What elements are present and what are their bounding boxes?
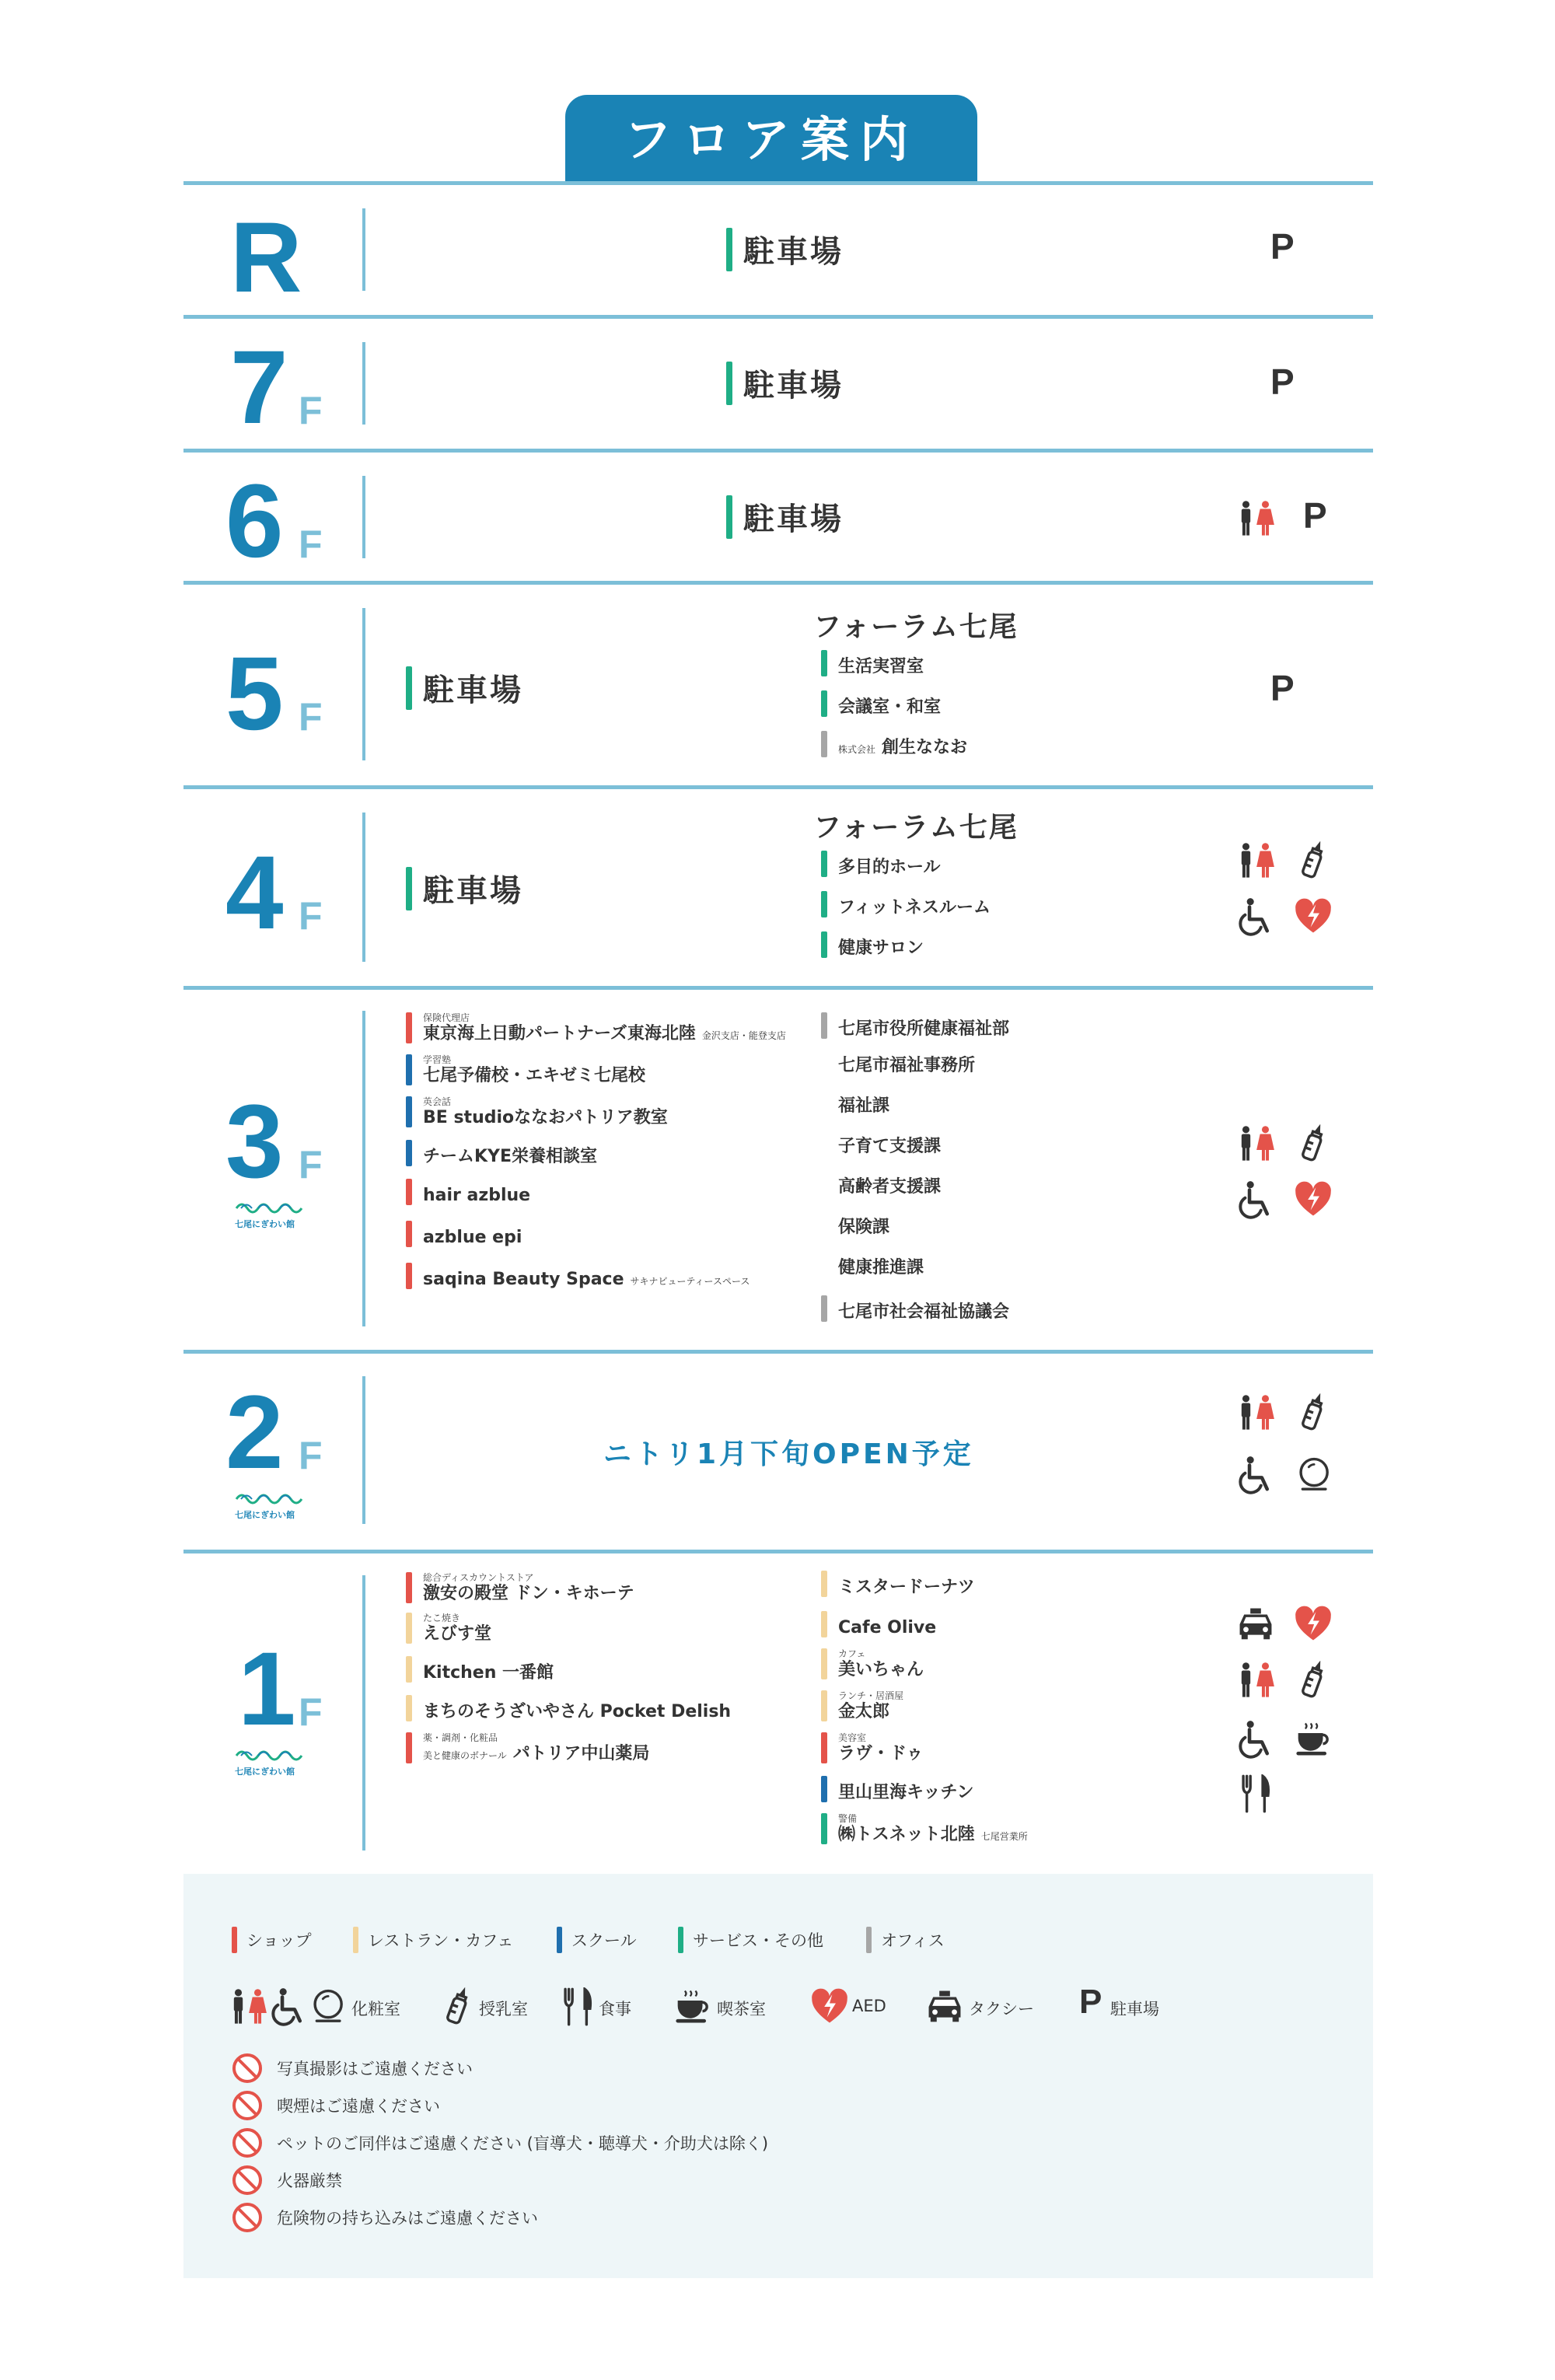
legend-office [866, 1927, 945, 1953]
category-bar [821, 1295, 827, 1322]
floor-label-6f: 6 [225, 463, 284, 579]
7f-parking-label: 駐車場 [743, 368, 844, 404]
vline-6f [362, 476, 365, 558]
item-label: Cafe Olive [838, 1617, 937, 1637]
item-sub: ランチ・居酒屋 [838, 1690, 904, 1702]
item-label: BE studioななおパトリア教室 [423, 1107, 668, 1127]
nitori-notice: ニトリ1月下旬OPEN予定 [603, 1438, 974, 1470]
notice-label: 写真撮影はご遠慮ください [277, 2060, 473, 2078]
taxi-icon [925, 1987, 964, 2026]
3f-left-6 [406, 1221, 522, 1247]
1f-left-4 [406, 1695, 731, 1721]
category-bar [726, 495, 732, 539]
item-label: 生活実習室 [838, 656, 924, 676]
category-bar [821, 731, 827, 757]
coffee-icon [1294, 1720, 1333, 1759]
item-label: 保険課 [838, 1218, 890, 1237]
7f-parking [726, 361, 844, 405]
category-bar [821, 931, 827, 958]
4f-item-1 [821, 851, 941, 877]
category-bar [726, 362, 732, 405]
vline-3f [362, 1011, 365, 1326]
1f-right-5 [821, 1732, 923, 1763]
divider-r [183, 315, 1373, 319]
floor-suffix: F [299, 695, 323, 739]
legend-aed-label: AED [852, 1997, 886, 2015]
4f-item-3 [821, 931, 924, 958]
wheelchair-icon [1236, 897, 1275, 936]
item-label: 七尾予備校・エキゼミ七尾校 [423, 1065, 646, 1085]
category-bar [406, 666, 412, 710]
item-label: 健康サロン [838, 938, 924, 958]
item-label: 美いちゃん [838, 1659, 924, 1679]
parking-icon: P [1079, 1983, 1102, 2021]
3f-right-2 [838, 1056, 975, 1075]
category-bar [821, 1732, 827, 1763]
item-label: フィットネスルーム [838, 897, 991, 917]
vline-4f [362, 813, 365, 962]
item-label: えびす堂 [423, 1623, 492, 1644]
item-label: 創生ななお [882, 737, 968, 757]
restroom-icon [1236, 1124, 1275, 1163]
notice-label: 危険物の持ち込みはご遠慮ください [277, 2209, 538, 2228]
floor-label-7f: 7 [230, 330, 288, 446]
legend-restaurant [353, 1927, 513, 1953]
item-label: azblue epi [423, 1227, 522, 1247]
restroom-icon [1236, 499, 1275, 538]
item-sub: 美容室 [838, 1732, 867, 1744]
category-bar [821, 690, 827, 717]
parking-icon: P [1303, 495, 1327, 536]
parking-icon: P [1270, 362, 1295, 402]
parking-icon: P [1270, 226, 1295, 267]
floor-suffix: F [299, 1434, 323, 1477]
legend-nursing-label: 授乳室 [479, 2000, 528, 2018]
item-suffix: サキナビューティースペース [630, 1275, 750, 1287]
floor-label-5f: 5 [225, 636, 284, 752]
office-prefix: 株式会社 [838, 743, 876, 755]
nursing-room-icon [1294, 1124, 1333, 1163]
notice-label: ペットのご同伴はご遠慮ください (盲導犬・聴導犬・介助犬は除く) [277, 2134, 769, 2153]
no-hazardous-icon [232, 2202, 263, 2233]
5f-parking-label: 駐車場 [423, 673, 523, 708]
divider-5f [183, 785, 1373, 789]
legend-shop [232, 1927, 312, 1953]
1f-right-6 [821, 1776, 973, 1802]
category-bar [406, 1263, 412, 1289]
wheelchair-icon [1236, 1456, 1275, 1494]
powder-room-icon [308, 1987, 347, 2026]
item-sub: 保険代理店 [423, 1012, 470, 1024]
item-sub: 警備 [838, 1813, 858, 1825]
item-label: Kitchen 一番館 [423, 1662, 554, 1683]
1f-left-2 [406, 1613, 491, 1644]
3f-left-7 [406, 1263, 750, 1289]
restaurant-icon [1236, 1774, 1275, 1813]
3f-left-3 [406, 1096, 668, 1127]
vline-2f [362, 1376, 365, 1524]
floor-label-r: R [230, 202, 302, 313]
category-bar [821, 851, 827, 877]
category-bar [557, 1927, 562, 1953]
item-sub: カフェ [838, 1648, 866, 1660]
category-bar [678, 1927, 683, 1953]
6f-parking-label: 駐車場 [743, 502, 844, 537]
item-label: 子育て支援課 [838, 1137, 942, 1156]
category-bar [821, 1571, 827, 1597]
3f-right-1 [821, 1012, 1009, 1039]
item-label: まちのそうざいやさん Pocket Delish [423, 1701, 732, 1721]
floor-label-3f: 3 [225, 1084, 284, 1200]
powder-room-icon [1294, 1456, 1333, 1494]
category-bar [406, 1613, 412, 1644]
aed-icon [1294, 1605, 1333, 1644]
floor-suffix: F [299, 522, 323, 566]
restroom-icon [1236, 1393, 1275, 1432]
item-label: パトリア中山薬局 [512, 1743, 650, 1763]
item-label: チームKYE栄養相談室 [423, 1146, 598, 1166]
floor-suffix: F [299, 389, 323, 432]
3f-left-2 [406, 1054, 645, 1085]
category-bar [406, 867, 412, 910]
3f-right-6 [838, 1218, 889, 1237]
3f-right-3 [838, 1096, 889, 1116]
page-title: フロア案内 [565, 95, 977, 185]
item-sub: 総合ディスカウントストア [423, 1572, 534, 1584]
divider-2f [183, 1550, 1373, 1553]
divider-top [183, 181, 1373, 185]
vline-r [362, 208, 365, 291]
item-suffix: 七尾営業所 [980, 1830, 1028, 1842]
legend-label: サービス・その他 [693, 1931, 823, 1950]
category-bar [232, 1927, 237, 1953]
3f-right-5 [838, 1177, 941, 1197]
category-bar [821, 1611, 827, 1637]
item-label: ラヴ・ドゥ [838, 1743, 924, 1763]
item-label: ミスタードーナツ [838, 1577, 975, 1597]
6f-parking [726, 495, 844, 539]
3f-left-1 [406, 1012, 786, 1043]
item-sub: たこ焼き [423, 1613, 461, 1624]
no-fire-icon [232, 2165, 263, 2196]
category-bar [406, 1140, 412, 1166]
1f-right-1 [821, 1571, 975, 1597]
floor-suffix: F [299, 1690, 323, 1734]
item-label: 金太郎 [838, 1701, 890, 1721]
nursing-room-icon [439, 1987, 477, 2026]
4f-forum-title: フォーラム七尾 [813, 812, 1019, 844]
nursing-room-icon [1294, 1661, 1333, 1700]
floor-label-2f: 2 [225, 1375, 284, 1491]
nigiwaikan-logo-text: 七尾にぎわい館 [235, 1219, 295, 1229]
category-bar [726, 228, 732, 271]
3f-right-7 [838, 1258, 924, 1277]
item-label: ㈱トスネット北陸 [838, 1824, 975, 1844]
divider-7f [183, 449, 1373, 453]
item-label: 七尾市役所健康福祉部 [838, 1019, 1010, 1039]
4f-item-2 [821, 891, 991, 917]
item-prefix: 美と健康のボナール [423, 1749, 507, 1761]
divider-3f [183, 1350, 1373, 1354]
legend-restroom-label: 化粧室 [351, 2000, 400, 2018]
category-bar [821, 891, 827, 917]
notice-no-hazardous [232, 2202, 538, 2233]
category-bar [406, 1054, 412, 1085]
parking-icon: P [1270, 668, 1295, 708]
legend-cafe-label: 喫茶室 [717, 2000, 766, 2018]
item-sub: 薬・調剤・化粧品 [423, 1732, 498, 1744]
wheelchair-icon [269, 1987, 308, 2026]
vline-5f [362, 608, 365, 760]
category-bar [821, 1648, 827, 1679]
floor-label-4f: 4 [225, 835, 284, 951]
item-label: 七尾市社会福祉協議会 [838, 1302, 1010, 1322]
item-label: 東京海上日動パートナーズ東海北陸 [423, 1023, 696, 1043]
4f-parking [406, 866, 523, 910]
3f-left-5 [406, 1179, 530, 1205]
aed-icon [810, 1987, 849, 2026]
3f-left-4 [406, 1140, 597, 1166]
5f-item-2 [821, 690, 941, 717]
divider-4f [183, 986, 1373, 990]
legend-label: ショップ [246, 1931, 312, 1950]
restroom-icon [1236, 1661, 1275, 1700]
category-bar [406, 1221, 412, 1247]
5f-item-1 [821, 650, 924, 676]
floor-suffix: F [299, 1143, 323, 1187]
notice-no-pets [232, 2127, 768, 2158]
category-bar [353, 1927, 358, 1953]
item-suffix: 金沢支店・能登支店 [701, 1029, 786, 1041]
item-sub: 学習塾 [423, 1054, 452, 1066]
item-label: 福祉課 [838, 1096, 890, 1116]
3f-right-8 [821, 1295, 1009, 1322]
5f-item-3 [821, 731, 967, 757]
1f-left-5 [406, 1732, 649, 1763]
1f-left-1 [406, 1572, 634, 1603]
4f-parking-label: 駐車場 [423, 873, 523, 909]
r-parking [726, 227, 844, 271]
floor-suffix: F [299, 894, 323, 938]
1f-right-3 [821, 1648, 924, 1679]
1f-right-2 [821, 1611, 936, 1637]
item-label: 多目的ホール [838, 857, 941, 877]
category-bar [821, 1690, 827, 1721]
legend-parking-label: 駐車場 [1110, 2000, 1159, 2018]
item-label: 健康推進課 [838, 1258, 924, 1277]
legend-meal-label: 食事 [599, 2000, 631, 2018]
vline-7f [362, 342, 365, 425]
item-label: saqina Beauty Space [423, 1269, 624, 1289]
vline-1f [362, 1575, 365, 1851]
item-label: 七尾市福祉事務所 [838, 1056, 976, 1075]
item-label: 激安の殿堂 ドン・キホーテ [423, 1583, 634, 1603]
legend-label: レストラン・カフェ [368, 1931, 514, 1950]
legend-label: オフィス [881, 1931, 945, 1950]
taxi-icon [1236, 1605, 1275, 1644]
no-photo-icon [232, 2053, 263, 2084]
legend-taxi-label: タクシー [969, 2000, 1034, 2018]
nigiwaikan-logo-text: 七尾にぎわい館 [235, 1510, 295, 1520]
category-bar [406, 1179, 412, 1205]
wheelchair-icon [1236, 1720, 1275, 1759]
category-bar [406, 1656, 412, 1683]
nigiwaikan-logo-text: 七尾にぎわい館 [235, 1767, 295, 1777]
r-parking-label: 駐車場 [743, 234, 844, 270]
category-bar [406, 1012, 412, 1043]
item-label: hair azblue [423, 1185, 531, 1205]
3f-right-4 [838, 1137, 941, 1156]
notice-label: 喫煙はご遠慮ください [277, 2097, 440, 2116]
no-smoking-icon [232, 2090, 263, 2121]
item-label: 高齢者支援課 [838, 1177, 942, 1197]
category-bar [406, 1572, 412, 1603]
nursing-room-icon [1294, 1393, 1333, 1432]
category-bar [406, 1732, 412, 1763]
floor-label-1f: 1 [238, 1631, 296, 1747]
category-bar [821, 1776, 827, 1802]
category-bar [866, 1927, 872, 1953]
legend-service [678, 1927, 823, 1953]
notice-no-photo [232, 2053, 473, 2084]
1f-right-4 [821, 1690, 903, 1721]
1f-right-7 [821, 1813, 1028, 1844]
divider-6f [183, 581, 1373, 585]
category-bar [406, 1096, 412, 1127]
aed-icon [1294, 1180, 1333, 1219]
5f-forum-title: フォーラム七尾 [813, 611, 1019, 643]
restroom-icon [1236, 841, 1275, 880]
category-bar [406, 1695, 412, 1721]
legend-label: スクール [571, 1931, 637, 1950]
category-bar [821, 1012, 827, 1039]
coffee-icon [673, 1987, 712, 2026]
restaurant-icon [558, 1987, 597, 2026]
item-label: 会議室・和室 [838, 697, 942, 717]
5f-parking [406, 666, 523, 710]
1f-left-3 [406, 1656, 554, 1683]
category-bar [821, 650, 827, 676]
notice-no-smoking [232, 2090, 440, 2121]
item-label: 里山里海キッチン [838, 1782, 974, 1802]
aed-icon [1294, 897, 1333, 936]
no-pets-icon [232, 2127, 263, 2158]
notice-no-fire [232, 2165, 342, 2196]
notice-label: 火器厳禁 [277, 2172, 342, 2190]
category-bar [821, 1813, 827, 1844]
restroom-icon [229, 1987, 267, 2026]
item-sub: 英会話 [423, 1096, 452, 1108]
legend-school [557, 1927, 637, 1953]
wheelchair-icon [1236, 1180, 1275, 1219]
nursing-room-icon [1294, 841, 1333, 880]
